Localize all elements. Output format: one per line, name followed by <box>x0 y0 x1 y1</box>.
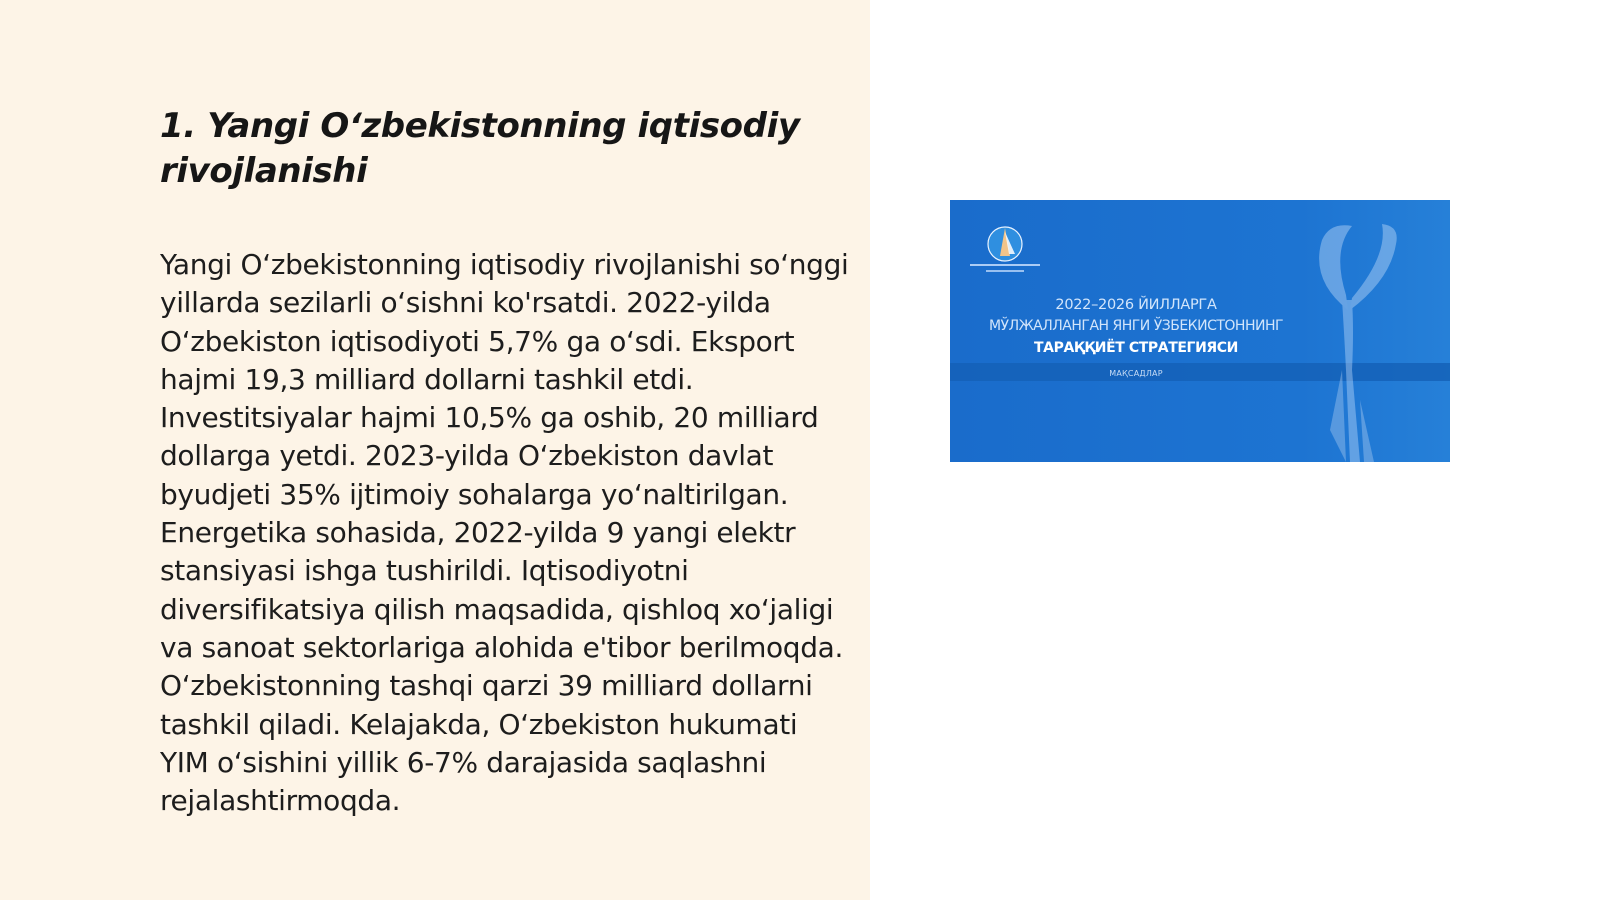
strategy-banner-image <box>950 200 1450 462</box>
banner-line-4: МАҚСАДЛАР <box>1109 369 1163 378</box>
banner-line-1: 2022–2026 ЙИЛЛАРГА <box>1055 297 1217 313</box>
banner-line-3: ТАРАҚҚИЁТ СТРАТЕГИЯСИ <box>1034 340 1238 356</box>
banner-line-2: МЎЛЖАЛЛАНГАН ЯНГИ ЎЗБЕКИСТОННИНГ <box>988 318 1284 334</box>
slide-title: 1. Yangi O‘zbekistonning iqtisodiy rivojlanishi <box>160 106 800 191</box>
slide-body-text: Yangi O‘zbekistonning iqtisodiy rivojlanishi so‘nggi yillarda sezilarli o‘sishni ko'rsatdi. 2022-yilda O‘zbekiston iqtisodiyoti 5,7% ga o‘sdi. Eksport hajmi 19,3 milliard dollarni tashkil etdi. Investitsiyalar hajmi 10,5% ga oshib, 20 milliard dollarga yetdi. 2023-yilda O‘zbekiston davlat byudjeti 35% ijtimoiy sohalarga yo‘naltirilgan. Energetika sohasida, 2022-yilda 9 yangi elektr stansiyasi ishga tushirildi. Iqtisodiyotni diversifikatsiya qilish maqsadida, qishloq xo‘jaligi va sanoat sektorlariga alohida e'tibor berilmoqda. O‘zbekistonning tashqi qarzi 39 milliard dollarni tashkil qiladi. Kelajakda, O‘zbekiston hukumati YIM o‘sishini yillik 6-7% darajasida saqlashni rejalashtirmoqda. <box>160 248 849 818</box>
